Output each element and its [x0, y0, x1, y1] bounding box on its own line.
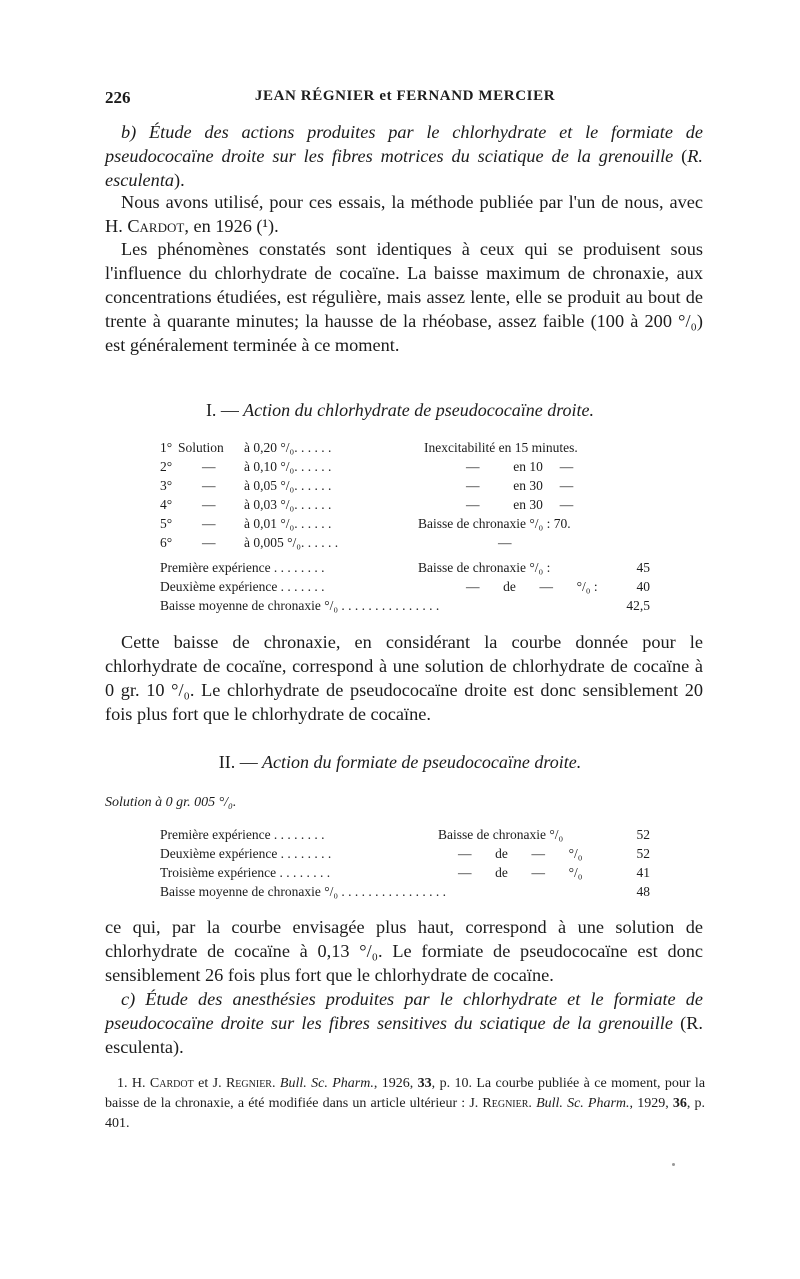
- row-concentration: à 0,10 °/₀. . . . . .: [244, 459, 332, 474]
- footnote-volume-2: 36: [672, 1096, 687, 1111]
- row-number: 3°: [160, 478, 173, 493]
- summary-result: Baisse de chronaxie °/₀ :: [418, 560, 551, 575]
- row-result: Baisse de chronaxie °/₀ : 70.: [418, 516, 571, 531]
- comparison-paragraph-1: Cette baisse de chronaxie, en considérant la courbe donnée pour le chlorhydrate de cocaïne, correspond à une solution de chlorhydrate de cocaïne à 0 gr. 10 °/₀. Le chlorhydrate de pseudococaïne droite est donc sensiblement 20 fois plus fort que le chlorhydrate de cocaïne.: [105, 632, 703, 724]
- table-row: [160, 882, 650, 901]
- footnote-marker: 1.: [117, 1076, 128, 1091]
- footnote-conjunction: et: [198, 1076, 209, 1091]
- table-row: [160, 476, 650, 495]
- footnote-author-3: J. Regnier.: [469, 1096, 532, 1111]
- section-2-text: Action du formiate de pseudococaïne droite.: [261, 752, 582, 772]
- footnote-year-1: , 1926,: [373, 1076, 414, 1091]
- table-1: [160, 438, 650, 615]
- row-label: Troisième expérience . . . . . . . .: [160, 865, 331, 880]
- summary-value: 45: [636, 560, 650, 575]
- row-concentration: à 0,03 °/₀. . . . . .: [244, 497, 332, 512]
- author-cardot: Cardot: [127, 216, 185, 236]
- row-concentration: à 0,20 °/₀. . . . . .: [244, 440, 332, 455]
- footnote-journal-1: Bull. Sc. Pharm.: [279, 1076, 374, 1091]
- comparison-paragraph-2: ce qui, par la courbe envisagée plus haut, correspond à une solution de chlorhydrate de cocaïne à 0,13 °/₀. Le formiate de pseudococaïne est donc sensiblement 26 fois plus fort que le chlorhydrate de cocaïne.: [105, 917, 703, 985]
- species-open-paren: (: [681, 146, 688, 166]
- species-close-paren: ).: [174, 170, 185, 190]
- row-value: 48: [636, 884, 650, 899]
- row-value: 41: [636, 865, 650, 880]
- footnote-page-2: , p. 401.: [105, 1096, 706, 1131]
- footnote: [105, 1074, 705, 1134]
- row-result: — de — °/₀: [458, 865, 583, 880]
- footnote-year-2: , 1929,: [629, 1096, 669, 1111]
- row-label: Solution: [178, 440, 224, 455]
- row-label: —: [202, 497, 216, 512]
- section-1-text: Action du chlorhydrate de pseudococaïne droite.: [243, 400, 595, 420]
- row-number: 4°: [160, 497, 173, 512]
- footnote-author-1: H. Cardot: [131, 1076, 194, 1091]
- row-label: —: [202, 535, 216, 550]
- footnote-journal-2: Bull. Sc. Pharm.: [536, 1096, 630, 1111]
- section-b-label: b): [121, 122, 137, 142]
- section-1-title: [0, 400, 800, 421]
- row-result: —: [498, 535, 512, 550]
- section-2-number: II. —: [218, 752, 258, 772]
- section-c-species: (R. esculenta).: [105, 1013, 703, 1057]
- method-paragraph: [105, 190, 703, 238]
- section-c-heading: [105, 987, 703, 1059]
- row-result: — en 30 —: [466, 497, 574, 512]
- table-row: [160, 457, 650, 476]
- row-result: Baisse de chronaxie °/₀: [438, 827, 564, 842]
- footnote-text-1: , p. 10. La courbe publiée à ce moment, pour la baisse de la chronaxie, a été modifiée dans un article ultérieur :: [105, 1076, 706, 1111]
- row-label: —: [202, 459, 216, 474]
- table-row: [160, 495, 650, 514]
- summary-result: — de — °/₀ :: [466, 579, 598, 594]
- summary-row: [160, 596, 650, 615]
- row-label: Deuxième expérience . . . . . . . .: [160, 846, 332, 861]
- row-result: — en 10 —: [466, 459, 574, 474]
- row-number: 2°: [160, 459, 173, 474]
- summary-value: 42,5: [626, 598, 650, 613]
- row-concentration: à 0,05 °/₀. . . . . .: [244, 478, 332, 493]
- method-text-end: , en 1926 (¹).: [184, 216, 279, 236]
- row-label: Première expérience . . . . . . . .: [160, 827, 325, 842]
- table-row: [160, 825, 650, 844]
- row-result: — en 30 —: [466, 478, 574, 493]
- summary-row: [160, 577, 650, 596]
- table-row: [160, 863, 650, 882]
- row-label: Baisse moyenne de chronaxie °/₀ . . . . . . . . . . . . . . . .: [160, 884, 447, 899]
- summary-label: Première expérience . . . . . . . .: [160, 560, 325, 575]
- footnote-author-2: J. Regnier.: [212, 1076, 276, 1091]
- row-number: 5°: [160, 516, 173, 531]
- row-concentration: à 0,01 °/₀. . . . . .: [244, 516, 332, 531]
- species-name: R. esculenta: [105, 146, 703, 190]
- page-header: [105, 88, 705, 110]
- table-row: [160, 844, 650, 863]
- phenomena-paragraph: Les phénomènes constatés sont identiques à ceux qui se produisent sous l'influence du chlorhydrate de cocaïne. La baisse maximum de chronaxie, aux concentrations étudiées, est régulière, mais assez lente, elle se produit au bout de trente à quarante minutes; la hausse de la rhéobase, assez faible (100 à 200 °/₀) est généralement terminée à ce moment.: [105, 239, 703, 355]
- row-label: —: [202, 478, 216, 493]
- summary-value: 40: [636, 579, 650, 594]
- table-row: [160, 533, 650, 552]
- row-result: — de — °/₀: [458, 846, 583, 861]
- section-b-title: Étude des actions produites par le chlorhydrate et le formiate de pseudococaïne droite sur les fibres motrices du sciatique de la grenouille: [105, 122, 703, 166]
- section-c-title: Étude des anesthésies produites par le chlorhydrate et le formiate de pseudococaïne droite sur les fibres sensitives du sciatique de la grenouille: [105, 989, 703, 1033]
- solution-note: Solution à 0 gr. 005 °/₀.: [105, 795, 237, 810]
- section-2-title: [0, 752, 800, 773]
- section-c-label: c): [121, 989, 136, 1009]
- row-label: —: [202, 516, 216, 531]
- footnote-volume-1: 33: [417, 1076, 432, 1091]
- table-row: [160, 514, 650, 533]
- row-number: 6°: [160, 535, 173, 550]
- row-concentration: à 0,005 °/₀. . . . . .: [244, 535, 339, 550]
- table-2: [160, 825, 650, 901]
- page-number: 226: [105, 88, 131, 107]
- running-head: JEAN RÉGNIER et FERNAND MERCIER: [254, 88, 556, 104]
- summary-label: Baisse moyenne de chronaxie °/₀ . . . . . . . . . . . . . . .: [160, 598, 440, 613]
- row-result: Inexcitabilité en 15 minutes.: [424, 440, 578, 455]
- section-b-heading: [105, 120, 703, 192]
- row-value: 52: [636, 827, 650, 842]
- table-row: [160, 438, 650, 457]
- section-1-number: I. —: [205, 400, 239, 420]
- summary-label: Deuxième expérience . . . . . . .: [160, 579, 325, 594]
- row-number: 1°: [160, 440, 173, 455]
- method-text: Nous avons utilisé, pour ces essais, la méthode publiée par l'un de nous, avec H.: [105, 192, 703, 236]
- print-speck: [672, 1163, 675, 1166]
- summary-row: [160, 558, 650, 577]
- row-value: 52: [636, 846, 650, 861]
